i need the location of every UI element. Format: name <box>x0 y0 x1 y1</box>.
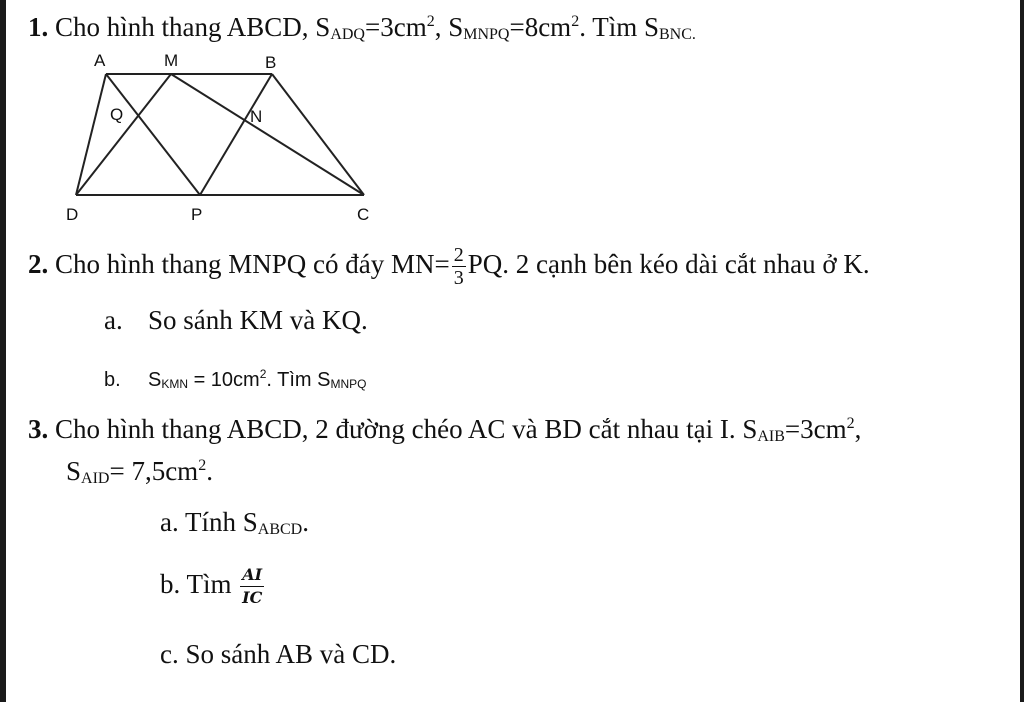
problem-3c-text: c. So sánh AB và CD. <box>160 639 397 669</box>
area-aid-exponent: 2 <box>198 457 207 474</box>
separator-comma: , <box>434 12 449 42</box>
area-mnpq-value: =8cm <box>509 12 572 42</box>
area-adq-symbol: S <box>315 12 331 42</box>
segment-bp <box>200 74 272 195</box>
problem-3b <box>160 560 266 609</box>
area-kmn-symbol: S <box>148 369 162 391</box>
segment-ap <box>106 74 200 195</box>
segment-bc <box>272 74 364 195</box>
problem-3a <box>160 506 309 546</box>
problem-1-tail: . Tìm <box>579 12 644 42</box>
problem-2-number: 2. <box>28 249 49 279</box>
area-adq-subscript: ADQ <box>330 26 365 43</box>
area-kmn-subscript: KMN <box>161 377 189 391</box>
problem-3a-text: a. Tính S <box>160 507 258 537</box>
label-a: A <box>94 51 106 70</box>
area-mnpq-exponent: 2 <box>571 13 580 30</box>
area-aid-symbol: S <box>66 456 82 486</box>
problem-2b <box>104 358 367 400</box>
label-b: B <box>265 53 277 72</box>
problem-2b-tail: . Tìm S <box>266 369 331 391</box>
trapezoid-figure <box>60 50 390 225</box>
problem-2-tail: PQ. 2 cạnh bên kéo dài cắt nhau ở K. <box>467 249 870 279</box>
area-mnpq-symbol: S <box>448 12 464 42</box>
problem-1-text: Cho hình thang ABCD, <box>55 12 316 42</box>
label-n: N <box>250 107 263 126</box>
problem-2a <box>104 304 368 336</box>
problem-3-statement <box>28 408 861 453</box>
area-aib-subscript: AIB <box>757 428 785 445</box>
left-frame-border <box>0 0 6 702</box>
problem-1-number: 1. <box>28 12 49 42</box>
area-aib-value: =3cm <box>784 414 847 444</box>
problem-3-line-2 <box>66 450 213 495</box>
right-frame-border <box>1020 0 1024 702</box>
area-kmn-value: = 10cm <box>188 369 260 391</box>
problem-2-statement <box>28 240 870 289</box>
area-mnpq-subscript: MNPQ <box>463 26 510 43</box>
problem-3a-tail: . <box>302 507 309 537</box>
fraction-ic: IC <box>242 588 263 608</box>
area-aid-subscript: AID <box>81 470 110 487</box>
problem-3-line-2-tail: . <box>206 456 213 486</box>
problem-2-text: Cho hình thang MNPQ có đáy MN= <box>55 249 450 279</box>
fraction-ai: AI <box>240 564 264 587</box>
area-aid-value: = 7,5cm <box>109 456 199 486</box>
area-adq-exponent: 2 <box>426 13 435 30</box>
area-bnc-subscript: BNC. <box>658 26 696 43</box>
problem-2b-label: b. <box>104 369 121 391</box>
problem-2a-label: a. <box>104 305 123 335</box>
segment-mc <box>171 74 364 195</box>
fraction-denominator: 3 <box>453 267 464 290</box>
area-aib-exponent: 2 <box>846 415 855 432</box>
problem-3-number: 3. <box>28 414 49 444</box>
label-d: D <box>66 205 79 224</box>
fraction-ai-over-ic <box>240 564 264 609</box>
fraction-numerator: 2 <box>453 244 464 267</box>
area-bnc-symbol: S <box>643 12 659 42</box>
label-c: C <box>357 205 370 224</box>
label-p: P <box>191 205 203 224</box>
area-abcd-subscript: ABCD <box>257 521 303 538</box>
area-adq-value: =3cm <box>364 12 427 42</box>
problem-3-comma: , <box>854 414 862 444</box>
area-kmn-exponent: 2 <box>259 367 267 381</box>
problem-2a-text: So sánh KM và KQ. <box>148 305 368 335</box>
label-q: Q <box>110 105 124 124</box>
problem-3b-text: b. Tìm <box>160 569 239 599</box>
label-m: M <box>164 51 179 70</box>
area-mnpq-subscript-2b: MNPQ <box>330 377 367 391</box>
problem-1-statement <box>28 6 696 51</box>
fraction-two-thirds <box>452 244 466 289</box>
problem-3c <box>160 638 396 670</box>
problem-3-text: Cho hình thang ABCD, 2 đường chéo AC và BD cắt nhau tại I. S <box>55 414 758 444</box>
